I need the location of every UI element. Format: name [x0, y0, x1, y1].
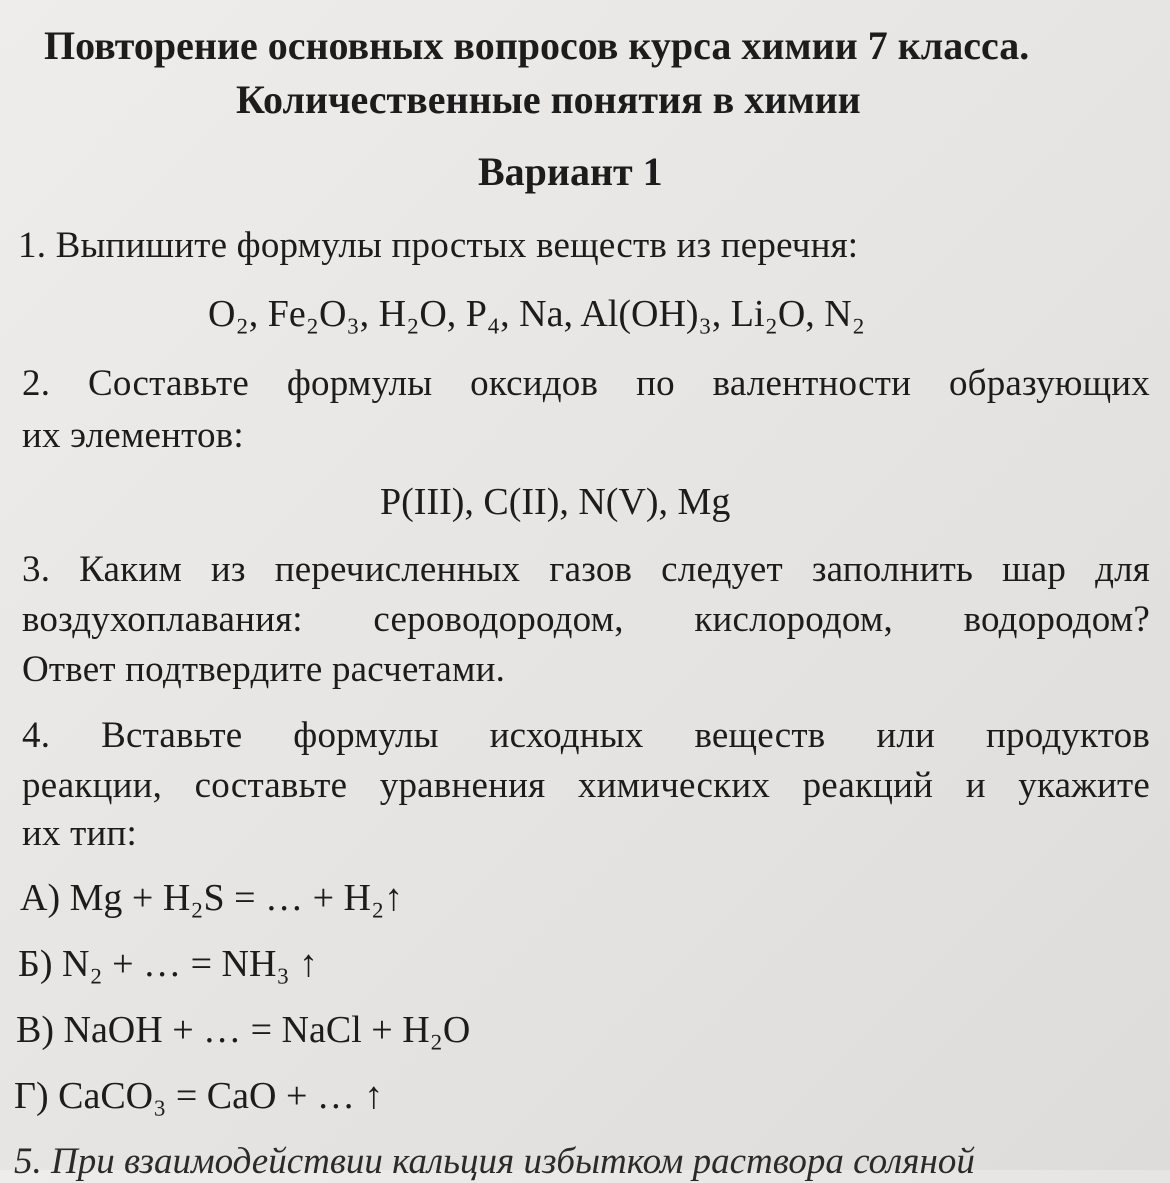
question-2-formulas: P(III), C(II), N(V), Mg: [380, 481, 731, 523]
question-1-formulas: O₂, Fe₂O₃, H₂O, P₄, Na, Al(OH)₃, Li₂O, N₂: [208, 293, 865, 335]
question-3-line3: Ответ подтвердите расчетами.: [22, 649, 506, 690]
question-2-line1: 2. Составьте формулы оксидов по валентности образующих: [22, 363, 1150, 404]
equation-b: Б) N₂ + … = NH₃ ↑: [18, 943, 319, 985]
question-1-text: 1. Выпишите формулы простых веществ из перечня:: [18, 225, 859, 266]
equation-a: А) Mg + H₂S = … + H₂↑: [20, 877, 404, 919]
equation-c: В) NaOH + … = NaCl + H₂O: [16, 1009, 471, 1051]
question-3-line2: воздухоплавания: сероводородом, кислородом, водородом?: [22, 599, 1150, 640]
equation-d: Г) CaCO₃ = CaO + … ↑: [14, 1075, 384, 1117]
question-4-line2: реакции, составьте уравнения химических реакций и укажите: [22, 765, 1150, 806]
question-4-line1: 4. Вставьте формулы исходных веществ или продуктов: [22, 715, 1150, 756]
variant-heading: Вариант 1: [478, 149, 663, 194]
page-title-line2: Количественные понятия в химии: [236, 77, 861, 122]
question-3-line1: 3. Каким из перечисленных газов следует заполнить шар для: [22, 549, 1150, 590]
question-2-line2: их элементов:: [22, 415, 244, 456]
question-5-partial: 5. При взаимодействии кальция избытком раствора соляной: [14, 1141, 975, 1182]
page-title-line1: Повторение основных вопросов курса химии 7 класса.: [44, 23, 1030, 68]
question-4-line3: их тип:: [22, 813, 138, 854]
